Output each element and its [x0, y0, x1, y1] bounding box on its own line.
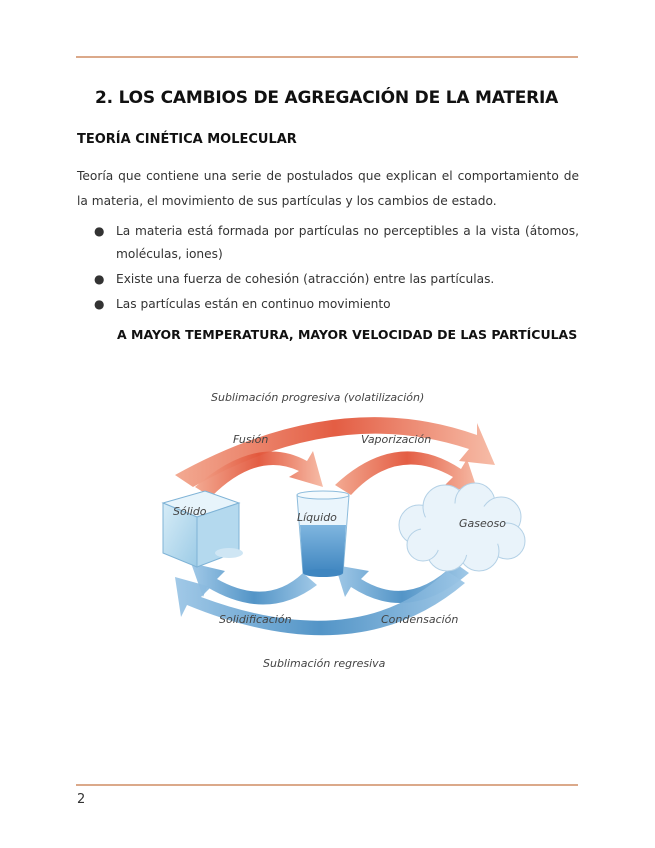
list-item — [94, 220, 579, 266]
section-subtitle: TEORÍA CINÉTICA MOLECULAR — [77, 132, 297, 147]
ice-cube-icon — [163, 491, 243, 567]
sublimacion-regresiva-label: Sublimación regresiva — [263, 657, 386, 670]
gas-label: Gaseoso — [459, 517, 506, 530]
water-glass-icon — [297, 491, 349, 577]
page-number: 2 — [77, 792, 86, 807]
list-item — [94, 268, 579, 291]
bullet-icon: ● — [94, 224, 105, 238]
intro-paragraph: Teoría que contiene una serie de postulados que explican el comportamiento de la materia, el movimiento de sus partículas y los cambios de estado. — [77, 169, 579, 208]
page-title: 2. LOS CAMBIOS DE AGREGACIÓN DE LA MATERIA — [95, 88, 559, 108]
vaporizacion-label: Vaporización — [361, 433, 432, 446]
top-rule — [76, 56, 578, 58]
condensacion-label: Condensación — [381, 613, 459, 626]
key-statement: A MAYOR TEMPERATURA, MAYOR VELOCIDAD DE LAS PARTÍCULAS — [117, 327, 578, 342]
list-item-text: Existe una fuerza de cohesión (atracción) entre las partículas. — [116, 272, 495, 286]
postulates-list — [94, 220, 579, 318]
liquid-label: Líquido — [297, 511, 337, 524]
list-item — [94, 293, 579, 316]
states-of-matter-diagram — [147, 375, 549, 673]
solid-label: Sólido — [173, 505, 207, 518]
bottom-rule — [76, 784, 578, 786]
bullet-icon: ● — [94, 297, 105, 311]
list-item-text: La materia está formada por partículas no perceptibles a la vista (átomos, moléculas, iones) — [116, 224, 579, 261]
bullet-icon: ● — [94, 272, 105, 286]
solidificacion-arrow — [191, 563, 317, 605]
list-item-text: Las partículas están en continuo movimiento — [116, 297, 391, 311]
fusion-label: Fusión — [233, 433, 269, 446]
solidificacion-label: Solidificación — [219, 613, 292, 626]
sublimacion-progresiva-label: Sublimación progresiva (volatilización) — [211, 391, 425, 404]
